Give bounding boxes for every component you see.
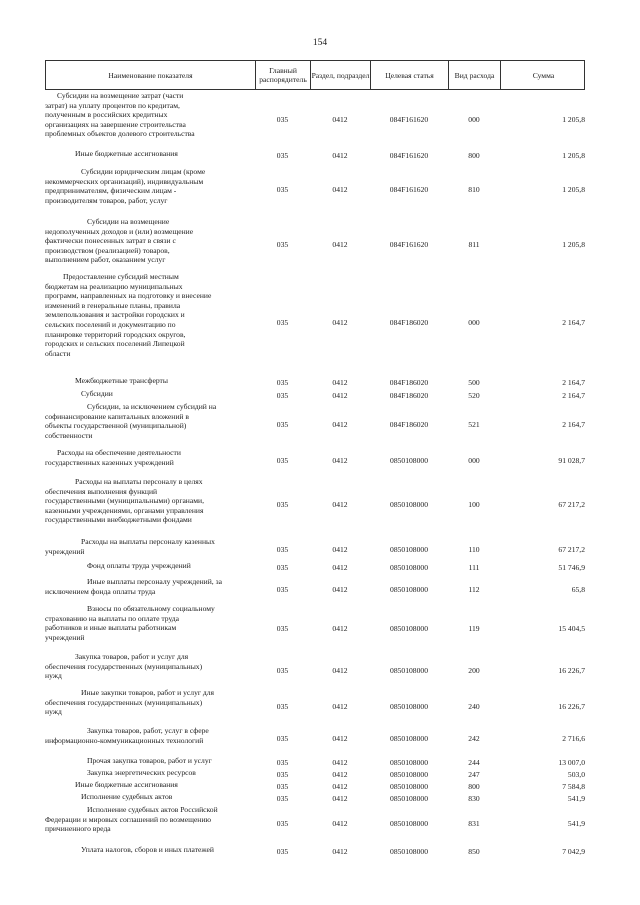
row-target: 0850108000 xyxy=(390,769,428,779)
row-target: 0850108000 xyxy=(390,665,428,675)
row-name-line: учреждений xyxy=(45,632,85,642)
row-name-line: Субсидии, за исключением субсидий на xyxy=(87,402,217,411)
table-row xyxy=(45,389,585,401)
row-sum: 7 042,9 xyxy=(562,846,585,856)
row-name-line: недополученных доходов и (или) возмещение xyxy=(45,226,194,236)
row-admin: 035 xyxy=(276,377,289,387)
table-row xyxy=(45,845,585,857)
row-target: 084F161620 xyxy=(389,240,429,249)
row-sum: 16 226,7 xyxy=(558,701,585,711)
row-section: 0412 xyxy=(332,665,348,675)
row-exptype: 244 xyxy=(468,757,480,767)
row-admin: 035 xyxy=(276,562,289,572)
row-admin: 035 xyxy=(276,846,289,856)
row-section: 0412 xyxy=(332,846,348,856)
row-section: 0412 xyxy=(332,544,348,554)
row-name-line: Субсидии на возмещение затрат (части xyxy=(57,91,184,100)
table-row xyxy=(45,217,585,272)
row-name-line: Фонд оплаты труда учреждений xyxy=(87,561,191,570)
header-sum: Сумма xyxy=(532,70,555,80)
row-exptype: 811 xyxy=(468,240,480,249)
row-name-line: землепользования и застройки городских и xyxy=(45,310,185,320)
row-section: 0412 xyxy=(332,390,348,400)
table-row xyxy=(45,167,585,211)
row-name-line: работников и иные выплаты работникам xyxy=(45,623,177,633)
row-target: 084F186020 xyxy=(389,318,429,327)
row-name xyxy=(45,688,255,717)
table-row xyxy=(45,577,585,601)
row-name-line: Субсидии юридическим лицам (кроме xyxy=(81,167,206,176)
row-exptype: 520 xyxy=(468,390,480,400)
row-admin: 035 xyxy=(276,623,289,633)
row-name-line: Закупка товаров, работ, услуг в сфере xyxy=(87,726,209,735)
row-name-line: фактически понесенных затрат в связи с xyxy=(45,236,176,246)
row-name-line: Иные закупки товаров, работ и услуг для xyxy=(81,688,215,697)
header-exptype: Вид расхода xyxy=(449,61,501,89)
row-name-line: нужд xyxy=(45,707,62,717)
row-name-line: нужд xyxy=(45,671,62,681)
row-target: 0850108000 xyxy=(390,781,428,791)
header-name: Наименование показателя xyxy=(46,61,256,89)
row-sum: 541,9 xyxy=(567,818,585,828)
row-name-line: Расходы на выплаты персоналу казенных xyxy=(81,537,215,546)
row-name xyxy=(45,402,255,440)
row-target: 0850108000 xyxy=(390,500,428,509)
row-exptype: 247 xyxy=(468,769,480,779)
row-name xyxy=(45,376,255,386)
row-name-line: Предоставление субсидий местным xyxy=(63,272,179,281)
row-name-line: Иные выплаты персоналу учреждений, за xyxy=(87,577,222,586)
row-admin: 035 xyxy=(276,584,289,594)
row-section: 0412 xyxy=(332,781,348,791)
row-name-line: Исполнение судебных актов xyxy=(81,792,173,801)
table-row xyxy=(45,756,585,768)
table-header xyxy=(45,60,585,90)
row-section: 0412 xyxy=(332,184,348,194)
table-row xyxy=(45,477,585,532)
row-exptype: 831 xyxy=(468,818,480,828)
row-name-line: Прочая закупка товаров, работ и услуг xyxy=(87,756,212,765)
row-admin: 035 xyxy=(276,455,289,465)
row-section: 0412 xyxy=(332,115,348,124)
row-name xyxy=(45,726,255,745)
row-section: 0412 xyxy=(332,818,348,828)
row-name-line: сельских поселений и документацию по xyxy=(45,319,176,329)
row-admin: 035 xyxy=(276,390,289,400)
table-row xyxy=(45,376,585,388)
row-admin: 035 xyxy=(276,781,289,791)
row-name-line: планировке территорий городских округов, xyxy=(45,329,186,339)
row-name xyxy=(45,91,255,139)
header-section: Раздел, подраздел xyxy=(311,61,371,89)
table-row xyxy=(45,768,585,780)
table-row xyxy=(45,448,585,472)
table-row xyxy=(45,792,585,804)
row-section: 0412 xyxy=(332,419,348,429)
row-name-line: страхованию на выплаты по оплате труда xyxy=(45,613,180,623)
row-name-line: Взносы по обязательному социальному xyxy=(87,604,215,613)
row-name xyxy=(45,845,255,855)
row-name xyxy=(45,792,255,802)
row-admin: 035 xyxy=(276,701,289,711)
row-sum: 2 164,7 xyxy=(562,377,585,387)
row-admin: 035 xyxy=(276,733,289,743)
row-name-line: государственными внебюджетными фондами xyxy=(45,515,192,525)
row-exptype: 112 xyxy=(468,584,480,594)
row-exptype: 240 xyxy=(468,701,480,711)
row-exptype: 521 xyxy=(468,419,480,429)
row-exptype: 000 xyxy=(468,455,480,465)
row-target: 084F186020 xyxy=(389,377,429,387)
row-admin: 035 xyxy=(276,665,289,675)
row-sum: 2 164,7 xyxy=(562,419,585,429)
row-sum: 51 746,9 xyxy=(558,562,585,572)
row-section: 0412 xyxy=(332,701,348,711)
row-sum: 13 007,0 xyxy=(558,757,585,767)
row-name-line: Исполнение судебных актов Российской xyxy=(87,805,218,814)
row-name-line: софинансирование капитальных вложений в xyxy=(45,411,189,421)
row-target: 084F186020 xyxy=(389,390,429,400)
row-name xyxy=(45,272,255,358)
row-admin: 035 xyxy=(276,544,289,554)
row-sum: 2 164,7 xyxy=(562,318,585,327)
header-admin: Главный распорядитель xyxy=(256,61,311,89)
row-name xyxy=(45,477,255,525)
row-sum: 1 205,8 xyxy=(562,184,585,194)
row-admin: 035 xyxy=(276,115,289,124)
row-exptype: 800 xyxy=(468,781,480,791)
row-exptype: 850 xyxy=(468,846,480,856)
row-exptype: 110 xyxy=(468,544,480,554)
row-name-line: области xyxy=(45,348,71,358)
row-name-line: бюджетам на реализацию муниципальных xyxy=(45,281,183,291)
row-section: 0412 xyxy=(332,150,348,160)
table-row xyxy=(45,561,585,573)
row-admin: 035 xyxy=(276,500,289,509)
row-name xyxy=(45,652,255,681)
row-target: 0850108000 xyxy=(390,623,428,633)
row-name-line: Субсидии на возмещение xyxy=(87,217,170,226)
row-name xyxy=(45,577,255,596)
row-name-line: государственными (муниципальными) органами, xyxy=(45,496,205,506)
row-name-line: Расходы на выплаты персоналу в целях xyxy=(75,477,203,486)
row-name-line: обеспечения выполнения функций xyxy=(45,486,158,496)
row-sum: 16 226,7 xyxy=(558,665,585,675)
row-name-line: Закупка товаров, работ и услуг для xyxy=(75,652,189,661)
row-target: 0850108000 xyxy=(390,846,428,856)
page-number: 154 xyxy=(312,38,328,48)
table-row xyxy=(45,402,585,446)
row-section: 0412 xyxy=(332,769,348,779)
row-name-line: собственности xyxy=(45,430,93,440)
row-sum: 1 205,8 xyxy=(562,150,585,160)
row-section: 0412 xyxy=(332,240,348,249)
row-target: 0850108000 xyxy=(390,455,428,465)
row-target: 0850108000 xyxy=(390,818,428,828)
row-name-line: учреждений xyxy=(45,546,85,556)
row-name-line: обеспечения государственных (муниципальных) xyxy=(45,661,203,671)
row-name-line: изменений в генеральные планы, правила xyxy=(45,300,181,310)
row-section: 0412 xyxy=(332,623,348,633)
row-section: 0412 xyxy=(332,584,348,594)
row-target: 0850108000 xyxy=(390,757,428,767)
row-target: 0850108000 xyxy=(390,701,428,711)
table-row xyxy=(45,604,585,652)
table-row xyxy=(45,726,585,750)
row-admin: 035 xyxy=(276,769,289,779)
row-sum: 1 205,8 xyxy=(562,240,585,249)
table-row xyxy=(45,272,585,373)
row-sum: 67 217,2 xyxy=(558,500,585,509)
row-admin: 035 xyxy=(276,818,289,828)
row-name-line: Закупка энергетических ресурсов xyxy=(87,768,196,777)
row-sum: 2 716,6 xyxy=(562,733,585,743)
row-admin: 035 xyxy=(276,793,289,803)
row-name-line: городских и сельских поселений Липецкой xyxy=(45,339,185,349)
row-exptype: 000 xyxy=(468,115,480,124)
row-sum: 67 217,2 xyxy=(558,544,585,554)
row-sum: 2 164,7 xyxy=(562,390,585,400)
row-name-line: затрат) на уплату процентов по кредитам, xyxy=(45,100,180,110)
row-name-line: полученным в российских кредитных xyxy=(45,110,168,120)
row-name xyxy=(45,217,255,265)
row-exptype: 111 xyxy=(468,562,480,572)
row-name-line: причиненного вреда xyxy=(45,824,111,834)
table-row xyxy=(45,805,585,841)
row-name-line: производителям товаров, работ, услуг xyxy=(45,195,168,205)
row-sum: 1 205,8 xyxy=(562,115,585,124)
row-exptype: 800 xyxy=(468,150,480,160)
row-name-line: Иные бюджетные ассигнования xyxy=(75,780,178,789)
row-sum: 7 584,8 xyxy=(562,781,585,791)
row-target: 084F161620 xyxy=(389,184,429,194)
row-name-line: проблемных объектов долевого строительства xyxy=(45,129,195,139)
row-name-line: объекты государственной (муниципальной) xyxy=(45,421,187,431)
row-name xyxy=(45,167,255,205)
row-exptype: 000 xyxy=(468,318,480,327)
table-row xyxy=(45,91,585,148)
row-section: 0412 xyxy=(332,500,348,509)
row-exptype: 119 xyxy=(468,623,480,633)
row-name-line: исключением фонда оплаты труда xyxy=(45,586,156,596)
row-name xyxy=(45,561,255,571)
row-name-line: Иные бюджетные ассигнования xyxy=(75,149,178,158)
row-name-line: некоммерческих организаций), индивидуальным xyxy=(45,176,204,186)
table-row xyxy=(45,149,585,161)
row-section: 0412 xyxy=(332,757,348,767)
row-sum: 65,8 xyxy=(571,584,585,594)
row-section: 0412 xyxy=(332,455,348,465)
row-exptype: 100 xyxy=(468,500,480,509)
row-target: 084F186020 xyxy=(389,419,429,429)
row-name-line: обеспечения государственных (муниципальных) xyxy=(45,697,203,707)
row-admin: 035 xyxy=(276,184,289,194)
row-name xyxy=(45,780,255,790)
row-sum: 503,0 xyxy=(567,769,585,779)
row-name xyxy=(45,756,255,766)
table-row xyxy=(45,652,585,688)
row-target: 0850108000 xyxy=(390,584,428,594)
row-sum: 15 404,5 xyxy=(558,623,585,633)
row-name-line: казенными учреждениями, органами управления xyxy=(45,505,204,515)
row-exptype: 500 xyxy=(468,377,480,387)
row-target: 084F161620 xyxy=(389,115,429,124)
row-section: 0412 xyxy=(332,793,348,803)
row-name-line: Расходы на обеспечение деятельности xyxy=(57,448,181,457)
row-name xyxy=(45,149,255,159)
row-admin: 035 xyxy=(276,419,289,429)
row-section: 0412 xyxy=(332,377,348,387)
row-name-line: Федерации и мировых соглашений по возмещению xyxy=(45,814,212,824)
row-name-line: Уплата налогов, сборов и иных платежей xyxy=(81,845,214,854)
row-admin: 035 xyxy=(276,318,289,327)
row-name-line: Субсидии xyxy=(81,389,113,398)
row-target: 084F161620 xyxy=(389,150,429,160)
row-name-line: производством (реализацией) товаров, xyxy=(45,245,170,255)
row-name-line: выполнением работ, оказанием услуг xyxy=(45,255,166,265)
row-name-line: программ, направленных на подготовку и внесение xyxy=(45,291,212,301)
row-target: 0850108000 xyxy=(390,733,428,743)
row-name xyxy=(45,389,255,399)
row-section: 0412 xyxy=(332,733,348,743)
table-row xyxy=(45,780,585,792)
header-target: Целевая статья xyxy=(371,61,449,89)
row-sum: 541,9 xyxy=(567,793,585,803)
row-name xyxy=(45,768,255,778)
row-section: 0412 xyxy=(332,562,348,572)
table-row xyxy=(45,688,585,724)
row-name-line: информационно-коммуникационных технологий xyxy=(45,735,204,745)
row-name-line: предпринимателям, физическим лицам - xyxy=(45,186,177,196)
row-name xyxy=(45,604,255,642)
row-admin: 035 xyxy=(276,150,289,160)
row-target: 0850108000 xyxy=(390,793,428,803)
row-name xyxy=(45,805,255,834)
row-target: 0850108000 xyxy=(390,544,428,554)
row-exptype: 830 xyxy=(468,793,480,803)
row-exptype: 242 xyxy=(468,733,480,743)
table-row xyxy=(45,537,585,561)
row-name xyxy=(45,537,255,556)
row-exptype: 200 xyxy=(468,665,480,675)
row-name-line: организациях на завершение строительства xyxy=(45,119,186,129)
row-target: 0850108000 xyxy=(390,562,428,572)
row-admin: 035 xyxy=(276,757,289,767)
row-exptype: 810 xyxy=(468,184,480,194)
row-name xyxy=(45,448,255,467)
row-section: 0412 xyxy=(332,318,348,327)
row-sum: 91 028,7 xyxy=(558,455,585,465)
row-name-line: Межбюджетные трансферты xyxy=(75,376,168,385)
row-name-line: государственных казенных учреждений xyxy=(45,457,174,467)
row-admin: 035 xyxy=(276,240,289,249)
